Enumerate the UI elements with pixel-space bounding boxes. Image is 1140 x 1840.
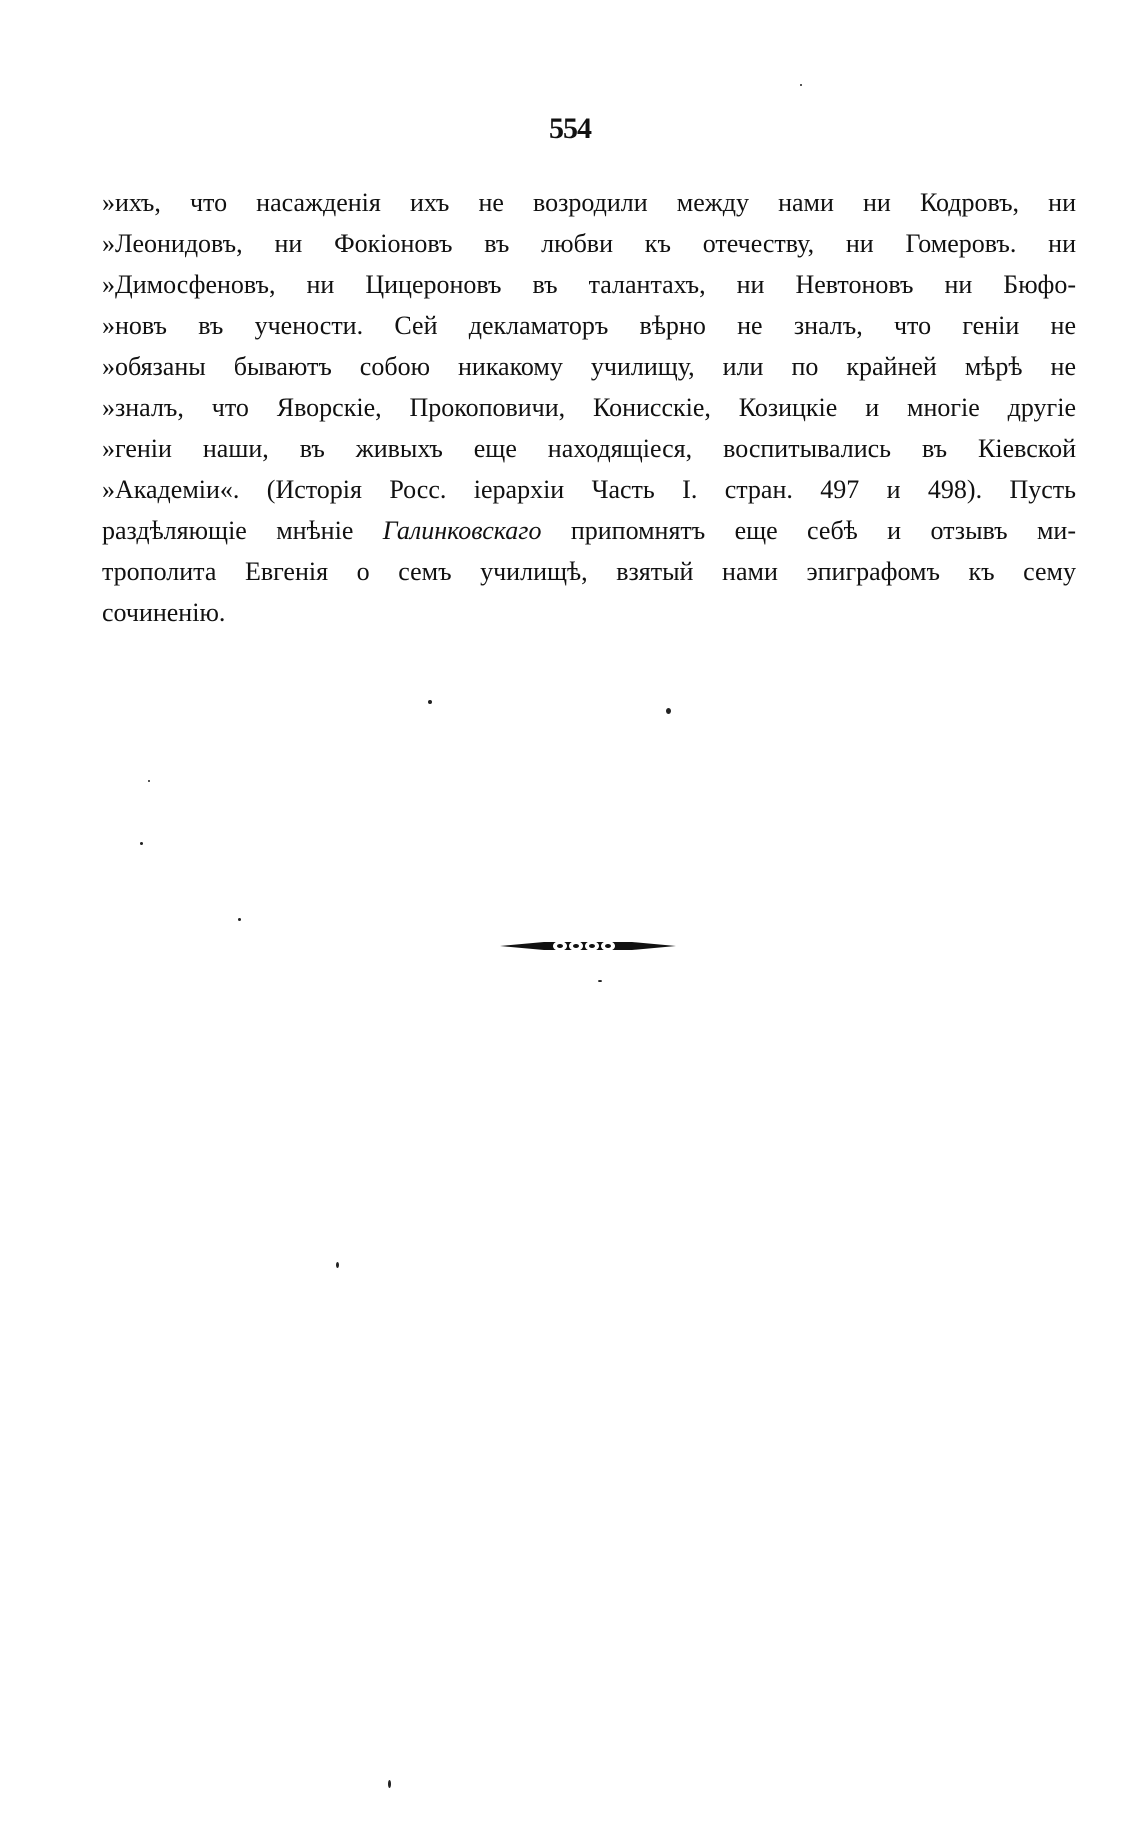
print-speck	[800, 84, 802, 86]
print-speck	[428, 700, 432, 704]
body-paragraph	[102, 182, 1076, 633]
text-line: раздѣляющіе мнѣніе Галинковскаго припомнятъ еще себѣ и отзывъ ми-	[102, 516, 1077, 545]
print-speck	[238, 918, 241, 921]
print-speck	[140, 842, 143, 845]
text-line: »Леонидовъ, ни Фокіоновъ въ любви къ отечеству, ни Гомеровъ. ни	[102, 229, 1076, 258]
print-speck	[388, 1780, 391, 1788]
print-speck	[598, 980, 602, 982]
text-line: »геніи наши, въ живыхъ еще находящіеся, воспитывались въ Кіевской	[102, 434, 1076, 463]
text-line: »зналъ, что Яворскіе, Прокоповичи, Конисскіе, Козицкіе и многіе другіе	[102, 393, 1076, 422]
print-speck	[666, 708, 671, 714]
text-line: »ихъ, что насажденія ихъ не возродили между нами ни Кодровъ, ни	[102, 188, 1076, 217]
text-line: »новъ въ учености. Сей декламаторъ вѣрно не зналъ, что геніи не	[102, 311, 1076, 340]
text-line: »обязаны бываютъ собою никакому училищу, или по крайней мѣрѣ не	[102, 352, 1076, 381]
text-line: »Академіи«. (Исторія Росс. іерархіи Часть I. стран. 497 и 498). Пусть	[102, 475, 1076, 504]
print-speck	[336, 1262, 339, 1268]
text-line: сочиненію.	[102, 598, 226, 627]
page-number: 554	[549, 112, 591, 145]
print-speck	[148, 780, 150, 782]
ornament-divider	[500, 936, 676, 956]
text-line: »Димосфеновъ, ни Цицероновъ въ талантахъ, ни Невтоновъ ни Бюфо-	[102, 270, 1076, 299]
italic-author-name: Галинковскаго	[382, 516, 542, 545]
text-line: трополита Евгенія о семъ училищѣ, взятый нами эпиграфомъ къ сему	[102, 557, 1076, 586]
